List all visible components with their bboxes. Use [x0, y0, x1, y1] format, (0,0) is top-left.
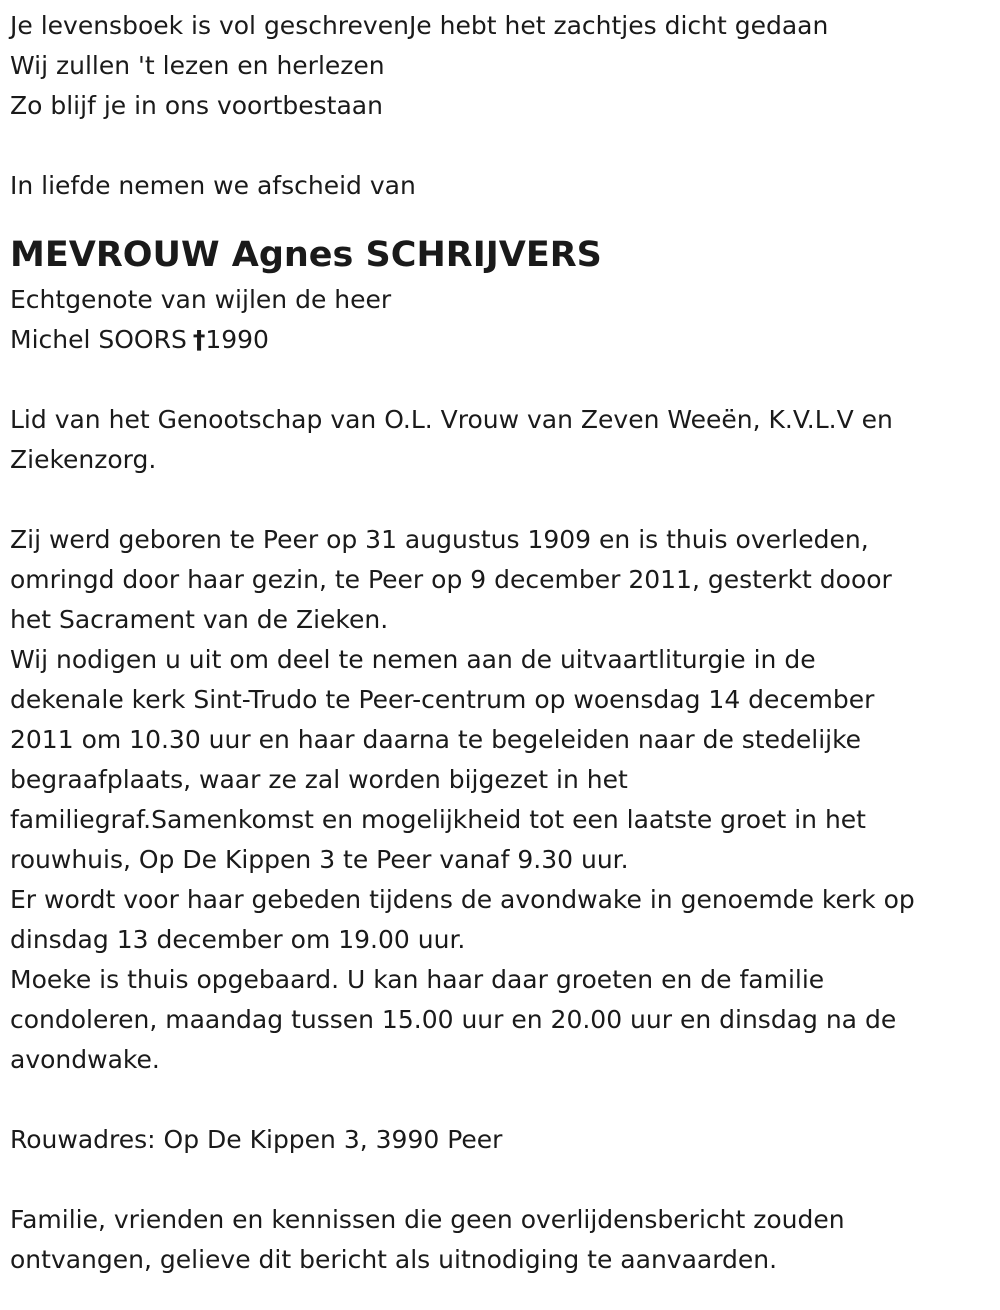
poem-line: Wij zullen 't lezen en herlezen	[10, 51, 385, 80]
body-line: Er wordt voor haar gebeden tijdens de avondwake in genoemde kerk op	[10, 885, 915, 914]
spacer	[10, 206, 990, 228]
spouse-name-line	[10, 320, 990, 360]
spouse-death-year: 1990	[205, 325, 269, 354]
membership-line: Lid van het Genootschap van O.L. Vrouw van Zeven Weeën, K.V.L.V en	[10, 405, 893, 434]
body-line: omringd door haar gezin, te Peer op 9 december 2011, gesterkt dooor	[10, 565, 892, 594]
spacer	[10, 1160, 990, 1200]
body-line: avondwake.	[10, 1045, 160, 1074]
body-line: 2011 om 10.30 uur en haar daarna te begeleiden naar de stedelijke	[10, 725, 862, 754]
closing-line: ontvangen, gelieve dit bericht als uitnodiging te aanvaarden.	[10, 1245, 778, 1274]
body-line: Wij nodigen u uit om deel te nemen aan de uitvaartliturgie in de	[10, 645, 816, 674]
spacer	[10, 126, 990, 166]
body-line: het Sacrament van de Zieken.	[10, 605, 389, 634]
deceased-name: MEVROUW Agnes SCHRIJVERS	[10, 235, 602, 275]
body-line: begraafplaats, waar ze zal worden bijgezet in het	[10, 765, 628, 794]
spacer	[10, 360, 990, 400]
spouse-line: Echtgenote van wijlen de heer	[10, 285, 392, 314]
spouse-name: Michel SOORS	[10, 325, 187, 354]
body-line: Moeke is thuis opgebaard. U kan haar daar groeten en de familie	[10, 965, 825, 994]
body-line: Zij werd geboren te Peer op 31 augustus 1909 en is thuis overleden,	[10, 525, 869, 554]
spacer	[10, 1080, 990, 1120]
poem-line: Zo blijf je in ons voortbestaan	[10, 91, 383, 120]
body-line: condoleren, maandag tussen 15.00 uur en 20.00 uur en dinsdag na de	[10, 1005, 897, 1034]
cross-icon: †	[192, 325, 206, 354]
intro-text: In liefde nemen we afscheid van	[10, 171, 416, 200]
address-line: Rouwadres: Op De Kippen 3, 3990 Peer	[10, 1125, 503, 1154]
body-line: rouwhuis, Op De Kippen 3 te Peer vanaf 9.30 uur.	[10, 845, 629, 874]
spacer	[10, 480, 990, 520]
body-line: dekenale kerk Sint-Trudo te Peer-centrum op woensdag 14 december	[10, 685, 875, 714]
body-line: familiegraf.Samenkomst en mogelijkheid tot een laatste groet in het	[10, 805, 866, 834]
body-line: dinsdag 13 december om 19.00 uur.	[10, 925, 466, 954]
membership-line: Ziekenzorg.	[10, 445, 157, 474]
closing-line: Familie, vrienden en kennissen die geen overlijdensbericht zouden	[10, 1205, 845, 1234]
poem-line: Je levensboek is vol geschrevenJe hebt het zachtjes dicht gedaan	[10, 11, 829, 40]
